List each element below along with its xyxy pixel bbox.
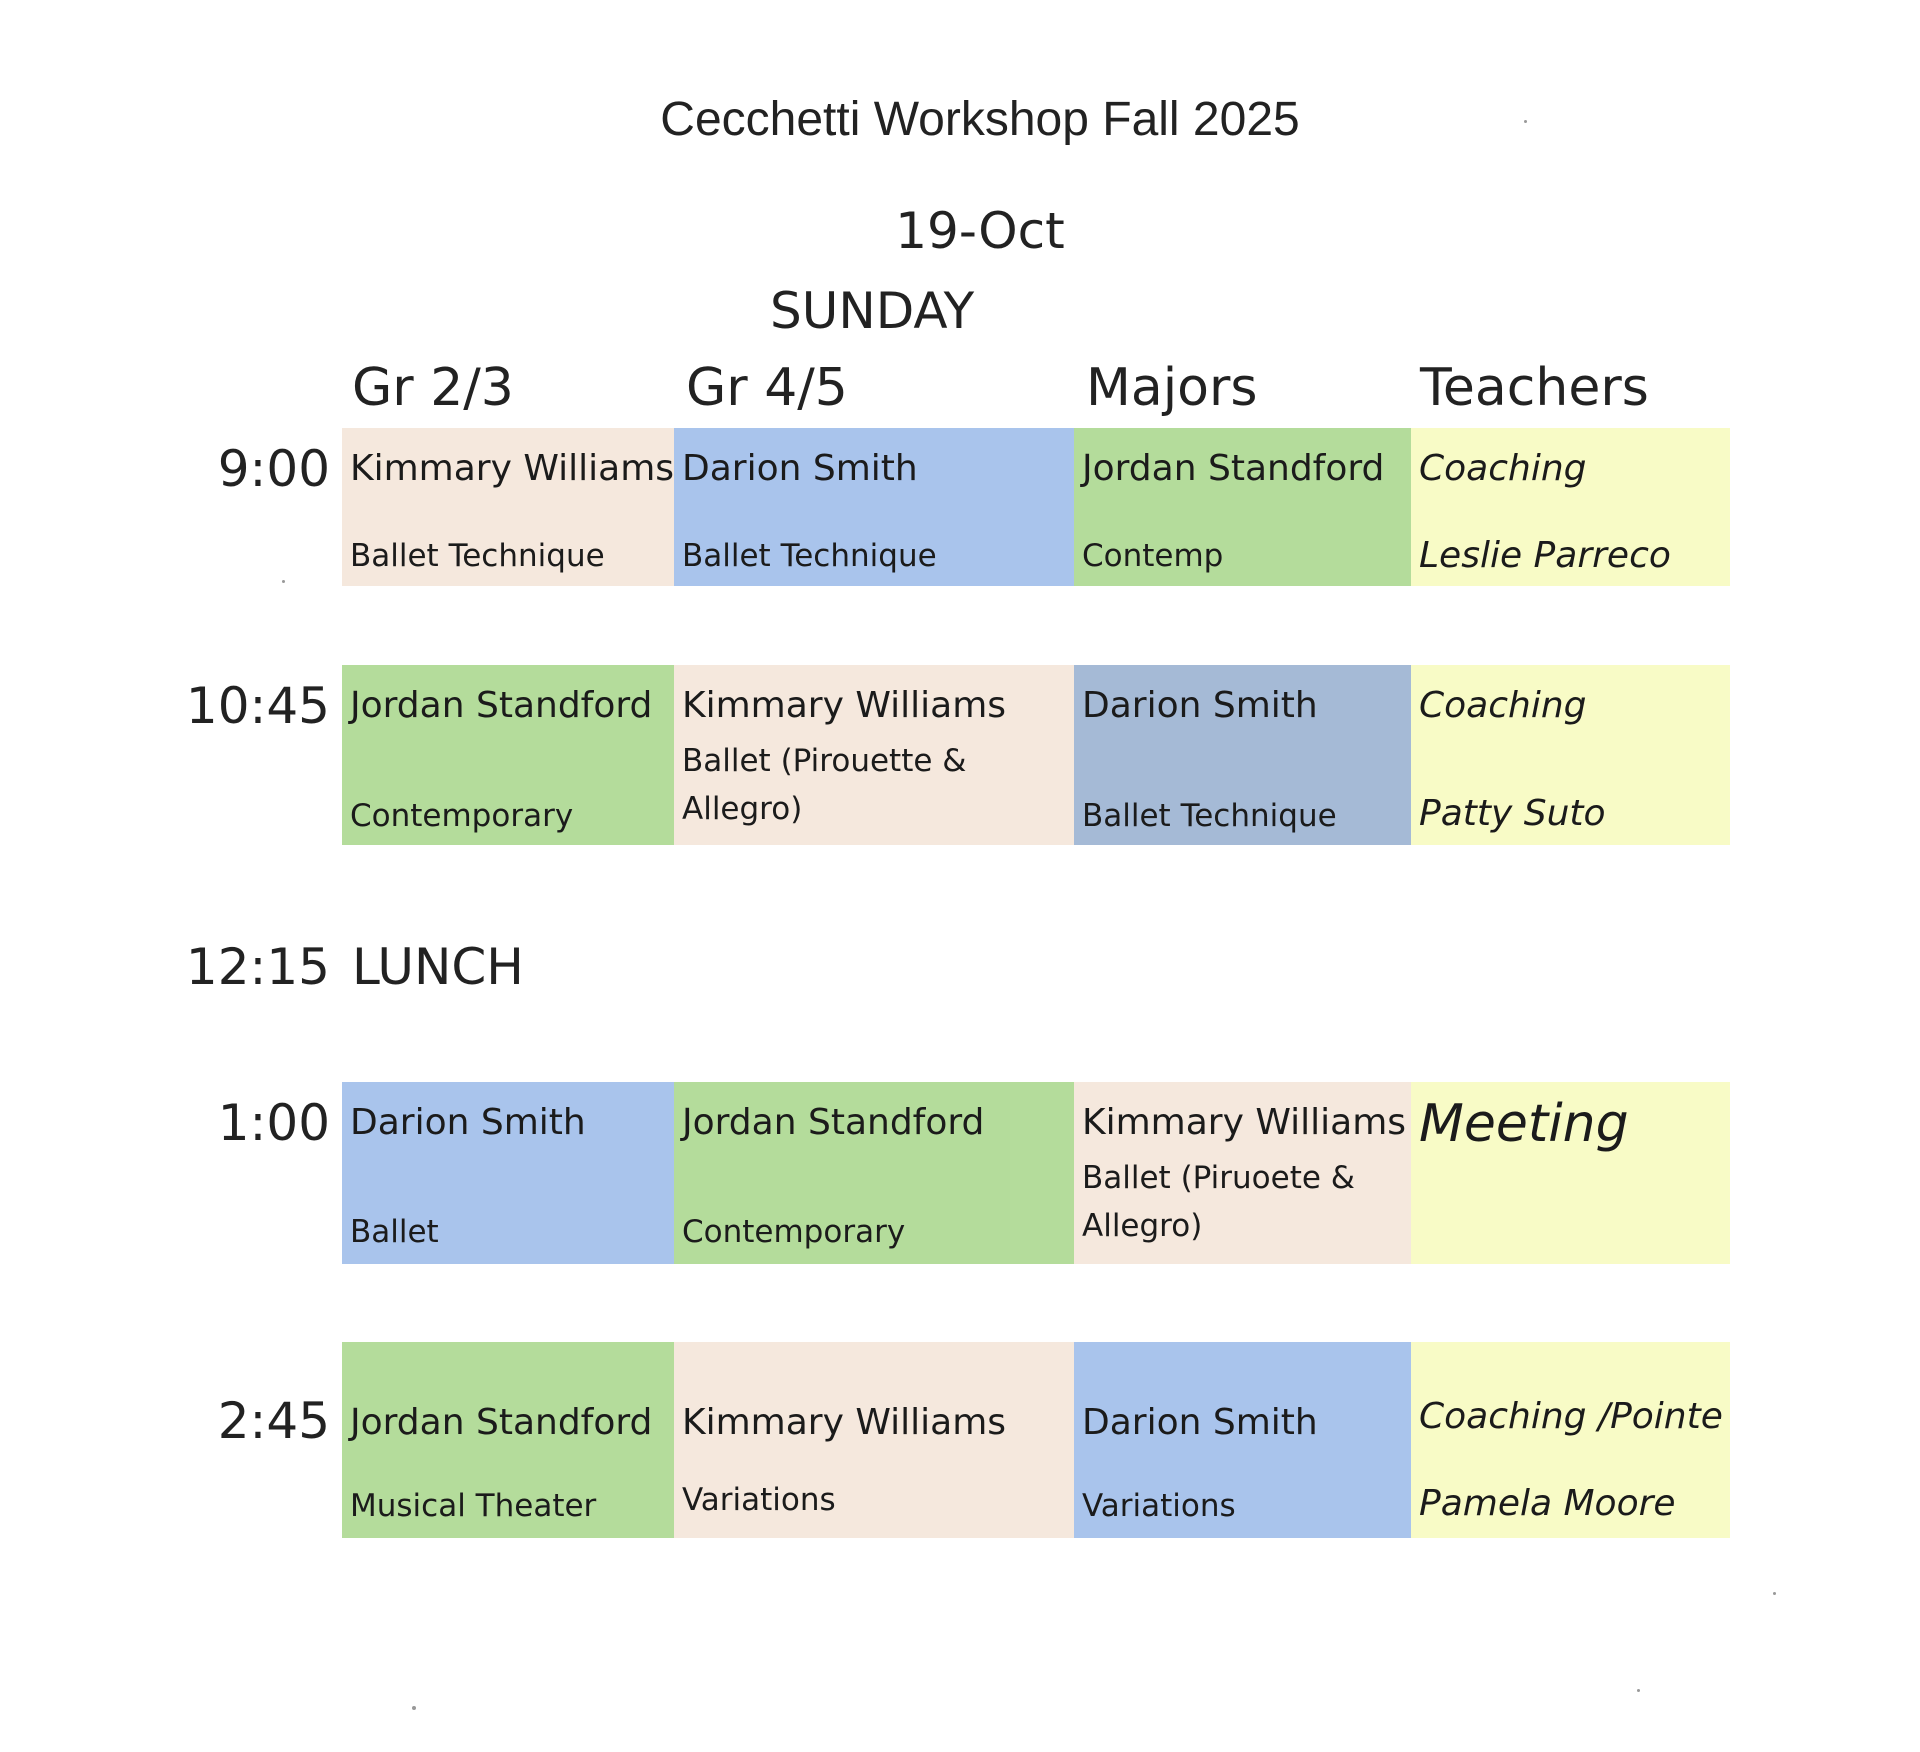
schedule-cell	[342, 1082, 674, 1264]
schedule-cell	[342, 665, 674, 845]
class-type-line-1: Ballet (Pirouette &	[682, 743, 967, 779]
schedule-cell	[342, 428, 674, 586]
schedule-cell	[1074, 1342, 1411, 1538]
teacher-activity: Coaching /Pointe	[1419, 1396, 1723, 1437]
column-header-majors: Majors	[1086, 358, 1258, 418]
schedule-cell	[674, 665, 1074, 845]
column-header-gr-2-3: Gr 2/3	[352, 358, 514, 418]
class-type: Musical Theater	[350, 1488, 597, 1524]
lunch-label: LUNCH	[352, 938, 524, 996]
schedule-cell	[1074, 665, 1411, 845]
class-type: Ballet Technique	[1082, 798, 1337, 834]
schedule-cell	[674, 1342, 1074, 1538]
instructor-name: Darion Smith	[1082, 685, 1318, 726]
instructor-name: Jordan Standford	[350, 685, 653, 726]
instructor-name: Jordan Standford	[682, 1102, 985, 1143]
teacher-activity: Meeting	[1419, 1094, 1629, 1154]
schedule-cell	[674, 1082, 1074, 1264]
row-time-9-00: 9:00	[217, 440, 330, 498]
instructor-name: Jordan Standford	[1082, 448, 1385, 489]
row-time-1-00: 1:00	[217, 1094, 330, 1152]
instructor-name: Darion Smith	[682, 448, 918, 489]
class-type-line-1: Ballet (Piruoete &	[1082, 1160, 1355, 1196]
row-time-2-45: 2:45	[217, 1392, 330, 1450]
schedule-cell	[1411, 1342, 1730, 1538]
teacher-name: Leslie Parreco	[1419, 535, 1671, 576]
column-header-gr-4-5: Gr 4/5	[686, 358, 848, 418]
instructor-name: Kimmary Williams	[682, 1402, 1007, 1443]
schedule-date: 19-Oct	[895, 202, 1065, 260]
teacher-name: Pamela Moore	[1419, 1483, 1676, 1524]
class-type: Variations	[682, 1482, 836, 1518]
instructor-name: Darion Smith	[350, 1102, 586, 1143]
instructor-name: Jordan Standford	[350, 1402, 653, 1443]
scan-speck	[1524, 120, 1527, 123]
class-type: Contemp	[1082, 538, 1224, 574]
schedule-cell	[1411, 665, 1730, 845]
instructor-name: Kimmary Williams	[682, 685, 1007, 726]
class-type: Ballet Technique	[682, 538, 937, 574]
scan-speck	[1773, 1592, 1776, 1595]
class-type: Variations	[1082, 1488, 1236, 1524]
class-type: Contemporary	[350, 798, 574, 834]
schedule-cell	[674, 428, 1074, 586]
page-title: Cecchetti Workshop Fall 2025	[660, 93, 1300, 146]
scan-speck	[412, 1706, 416, 1710]
row-time-10-45: 10:45	[185, 677, 330, 735]
column-header-teachers: Teachers	[1420, 358, 1649, 418]
schedule-cell	[1411, 428, 1730, 586]
class-type-line-2: Allegro)	[682, 791, 803, 827]
instructor-name: Kimmary Williams	[1082, 1102, 1407, 1143]
schedule-cell	[1411, 1082, 1730, 1264]
schedule-day: SUNDAY	[770, 282, 975, 340]
class-type: Ballet Technique	[350, 538, 605, 574]
class-type-line-2: Allegro)	[1082, 1208, 1203, 1244]
schedule-cell	[342, 1342, 674, 1538]
instructor-name: Darion Smith	[1082, 1402, 1318, 1443]
class-type: Ballet	[350, 1214, 439, 1250]
scan-speck	[1637, 1689, 1640, 1692]
teacher-activity: Coaching	[1419, 448, 1587, 489]
lunch-time: 12:15	[185, 938, 330, 996]
instructor-name: Kimmary Williams	[350, 448, 675, 489]
schedule-cell	[1074, 428, 1411, 586]
class-type: Contemporary	[682, 1214, 906, 1250]
teacher-activity: Coaching	[1419, 685, 1587, 726]
scan-speck	[282, 580, 285, 583]
teacher-name: Patty Suto	[1419, 793, 1606, 834]
schedule-cell	[1074, 1082, 1411, 1264]
